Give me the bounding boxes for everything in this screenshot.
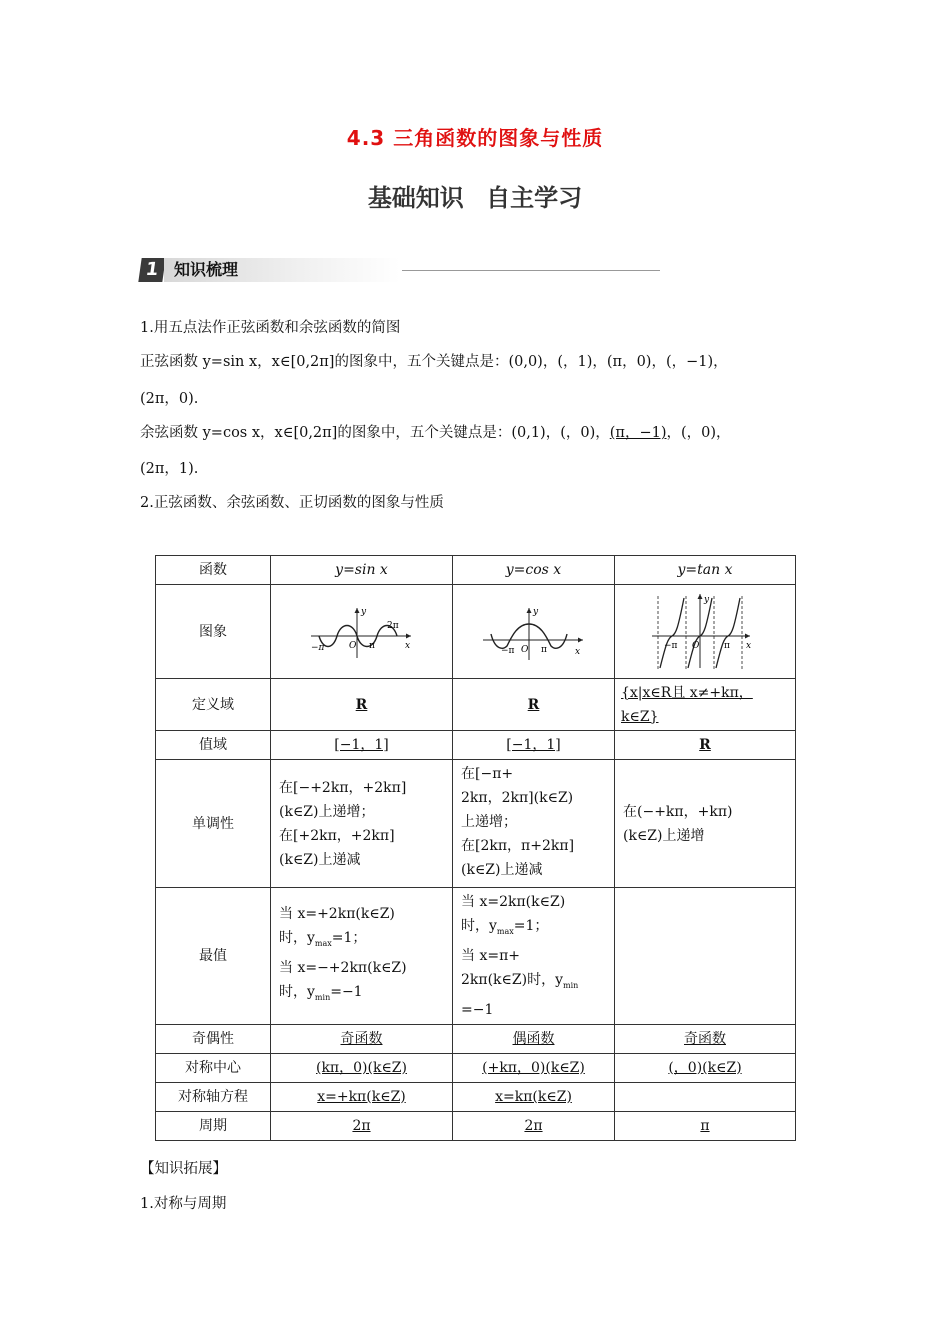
sin-ext-line: 时，$y_{min}=-1$ bbox=[279, 983, 363, 1002]
cos-mono-line: 在[2kπ，π+2kπ] bbox=[461, 838, 575, 854]
cos-period: 2π bbox=[453, 1111, 615, 1140]
cos-x-label: x bbox=[574, 646, 580, 657]
sin-origin-label: O bbox=[348, 640, 356, 651]
cos-mono-line: 2kπ，2kπ](k∈Z) bbox=[461, 790, 574, 806]
cos-key-points-post: ，(，0)， bbox=[666, 425, 731, 441]
cos-pi-label: π bbox=[540, 644, 547, 655]
tan-graph-cell bbox=[615, 585, 796, 679]
sin-graph-cell bbox=[271, 585, 453, 679]
sin-mono-line: (k∈Z)上递增； bbox=[279, 803, 375, 820]
cos-ext-line: 时，$y_{max}=1$； bbox=[461, 918, 549, 936]
sin-key-points: 正弦函数 y=sin x，x∈[0,2π]的图象中，五个关键点是：(0,0)，(，1)，(π，0)，(，−1)， bbox=[140, 354, 728, 370]
table-row-extreme bbox=[156, 888, 796, 1025]
tan-period: π bbox=[615, 1111, 796, 1140]
row-label-period: 周期 bbox=[156, 1111, 271, 1140]
tan-parity: 奇函数 bbox=[615, 1024, 796, 1053]
tan-origin-label: O bbox=[692, 640, 700, 651]
sin-range: [−1，1] bbox=[271, 731, 453, 760]
tan-y-label: y bbox=[704, 594, 710, 605]
cos-key-points-tail: (2π，1). bbox=[140, 461, 199, 477]
sin-x-label: x bbox=[404, 640, 410, 651]
cos-extreme bbox=[453, 888, 615, 1025]
section-divider bbox=[402, 270, 660, 271]
tan-mono-line: (k∈Z)上递增 bbox=[623, 827, 705, 844]
tan-pi-label: π bbox=[724, 640, 730, 651]
cos-ext-line: 2kπ(k∈Z)时，$y_{min}$ bbox=[461, 971, 579, 990]
sin-domain: R bbox=[271, 679, 453, 731]
section-label: 知识梳理 bbox=[164, 258, 400, 282]
cos-ext-line: 当 x=π+ bbox=[461, 947, 521, 964]
sin-period: 2π bbox=[271, 1111, 453, 1140]
sin-key-points-tail: (2π，0). bbox=[140, 391, 199, 407]
table-row-image bbox=[156, 585, 796, 679]
cos-origin-label: O bbox=[520, 644, 528, 655]
tan-mono-line: 在(−+kπ，+kπ) bbox=[623, 803, 733, 820]
sin-extreme bbox=[271, 888, 453, 1025]
tan-center: (，0)(k∈Z) bbox=[615, 1053, 796, 1082]
table-row-monotonic bbox=[156, 760, 796, 888]
page-title: 4.3 三角函数的图象与性质 bbox=[346, 126, 604, 150]
tan-extreme bbox=[615, 888, 796, 1025]
tan-neg-pi-label: −π bbox=[664, 640, 678, 651]
header-function: 函数 bbox=[156, 556, 271, 585]
cos-key-points bbox=[140, 423, 731, 443]
sin-neg-pi-label: −π bbox=[310, 642, 324, 653]
tan-graph bbox=[650, 592, 760, 672]
sin-graph bbox=[307, 602, 417, 662]
row-label-axis: 对称轴方程 bbox=[156, 1082, 271, 1111]
sin-y-label: y bbox=[360, 606, 366, 617]
tan-x-label: x bbox=[746, 640, 752, 651]
header-tan: y=tan x bbox=[615, 556, 796, 585]
sin-2pi-label: 2π bbox=[386, 620, 399, 631]
table-row-range bbox=[156, 731, 796, 760]
tan-axis bbox=[615, 1082, 796, 1111]
section-header bbox=[140, 258, 520, 282]
table-row-axis bbox=[156, 1082, 796, 1111]
sin-ext-line: 当 x=−+2kπ(k∈Z) bbox=[279, 959, 407, 976]
cos-parity: 偶函数 bbox=[453, 1024, 615, 1053]
sin-mono-line: (k∈Z)上递减 bbox=[279, 851, 361, 868]
row-label-image: 图象 bbox=[156, 585, 271, 679]
tan-range: R bbox=[615, 731, 796, 760]
sin-center: (kπ，0)(k∈Z) bbox=[271, 1053, 453, 1082]
tan-branch-right bbox=[716, 598, 740, 668]
cos-center: (+kπ，0)(k∈Z) bbox=[453, 1053, 615, 1082]
cos-range: [−1，1] bbox=[453, 731, 615, 760]
cos-domain: R bbox=[453, 679, 615, 731]
page-subtitle: 基础知识 自主学习 bbox=[367, 184, 583, 212]
sin-axis: x=+kπ(k∈Z) bbox=[271, 1082, 453, 1111]
table-row-center bbox=[156, 1053, 796, 1082]
sin-pi-label: π bbox=[368, 640, 375, 651]
trig-properties-table bbox=[155, 555, 796, 1141]
sin-ext-line: 当 x=+2kπ(k∈Z) bbox=[279, 906, 395, 922]
section-number: 1 bbox=[138, 258, 165, 282]
cos-mono-line: 上递增； bbox=[461, 814, 517, 830]
properties-heading: 2.正弦函数、余弦函数、正切函数的图象与性质 bbox=[140, 495, 444, 511]
tan-monotonic bbox=[615, 760, 796, 888]
table-row-domain bbox=[156, 679, 796, 731]
cos-graph bbox=[479, 602, 589, 662]
cos-monotonic bbox=[453, 760, 615, 888]
five-point-heading: 1.用五点法作正弦函数和余弦函数的简图 bbox=[140, 320, 401, 336]
row-label-parity: 奇偶性 bbox=[156, 1024, 271, 1053]
sin-mono-line: 在[+2kπ，+2kπ] bbox=[279, 827, 395, 844]
extension-heading: 【知识拓展】 bbox=[140, 1161, 227, 1177]
cos-key-points-pre: 余弦函数 y=cos x，x∈[0,2π]的图象中，五个关键点是：(0,1)，(，0)， bbox=[140, 425, 610, 441]
tan-branch-left bbox=[660, 598, 684, 668]
cos-ext-line: 当 x=2kπ(k∈Z) bbox=[461, 894, 566, 910]
sin-ext-line: 时，$y_{max}=1$； bbox=[279, 930, 367, 948]
cos-key-point-underlined: (π，−1) bbox=[609, 425, 667, 441]
header-cos: y=cos x bbox=[453, 556, 615, 585]
cos-y-label: y bbox=[532, 606, 538, 617]
sin-mono-line: 在[−+2kπ，+2kπ] bbox=[279, 779, 407, 796]
row-label-range: 值域 bbox=[156, 731, 271, 760]
sin-monotonic bbox=[271, 760, 453, 888]
cos-neg-pi-label: −π bbox=[500, 645, 514, 656]
row-label-domain: 定义域 bbox=[156, 679, 271, 731]
row-label-center: 对称中心 bbox=[156, 1053, 271, 1082]
sin-parity: 奇函数 bbox=[271, 1024, 453, 1053]
row-label-monotonic: 单调性 bbox=[156, 760, 271, 888]
table-row-period bbox=[156, 1111, 796, 1140]
cos-graph-cell bbox=[453, 585, 615, 679]
cos-mono-line: (k∈Z)上递减 bbox=[461, 862, 543, 878]
cos-axis: x=kπ(k∈Z) bbox=[453, 1082, 615, 1111]
header-sin: y=sin x bbox=[271, 556, 453, 585]
table-header-row bbox=[156, 556, 796, 585]
tan-domain: {x|x∈R且 x≠+kπ，k∈Z} bbox=[615, 679, 796, 731]
extension-item-1: 1.对称与周期 bbox=[140, 1196, 227, 1212]
cos-mono-line: 在[−π+ bbox=[461, 766, 514, 782]
cos-ext-line: =−1 bbox=[461, 1001, 494, 1018]
table-row-parity bbox=[156, 1024, 796, 1053]
row-label-extreme: 最值 bbox=[156, 888, 271, 1025]
